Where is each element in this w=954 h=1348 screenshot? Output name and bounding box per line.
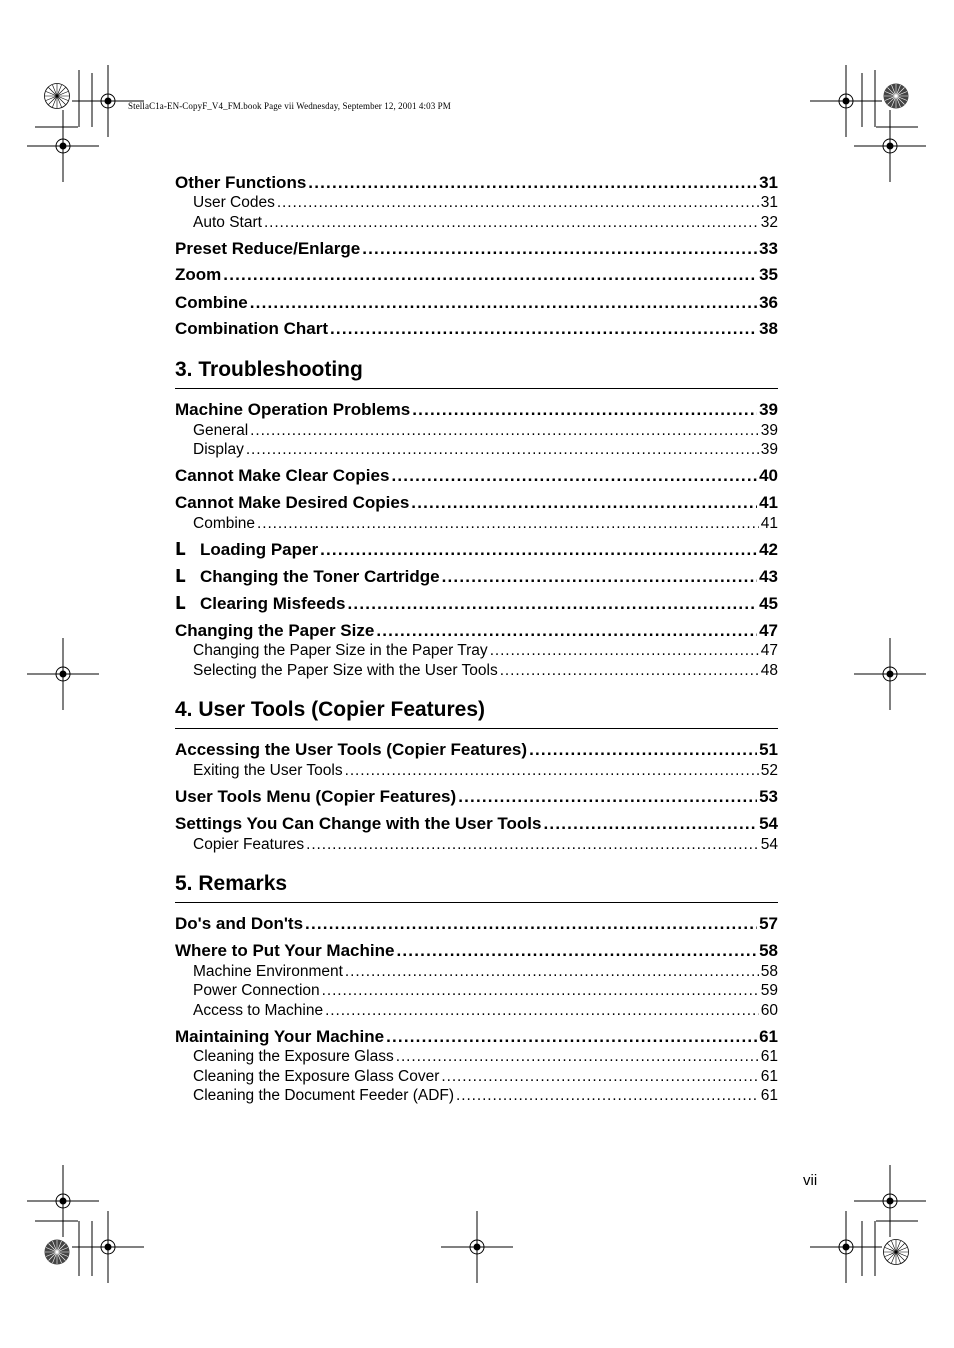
toc-subentry[interactable] — [193, 836, 778, 854]
toc-entry-page: 54 — [760, 836, 778, 853]
toc-entry-label: Combination Chart — [175, 319, 328, 338]
page-number: vii — [803, 1172, 818, 1189]
toc-entry-label: User Tools Menu (Copier Features) — [175, 787, 457, 806]
chapter-heading: 3. Troubleshooting — [175, 358, 778, 389]
toc-subentry[interactable] — [193, 1048, 778, 1066]
toc-subentry[interactable] — [193, 963, 778, 981]
toc-entry[interactable] — [175, 466, 778, 486]
toc-entry-label: Power Connection — [193, 982, 320, 999]
toc-entry-label: Auto Start — [193, 214, 262, 231]
toc-entry-page: 43 — [759, 567, 778, 586]
toc-entry[interactable] — [175, 567, 778, 587]
toc-entry-page: 61 — [760, 1068, 778, 1085]
important-marker-icon: ᒪ — [175, 594, 186, 613]
toc-entry-page: 61 — [760, 1048, 778, 1065]
toc-entry-page: 41 — [759, 493, 778, 512]
toc-subentry[interactable] — [193, 422, 778, 440]
toc-entry-page: 35 — [759, 265, 778, 284]
toc-entry-page: 42 — [759, 540, 778, 559]
toc-entry-label: Changing the Paper Size in the Paper Tray — [193, 642, 488, 659]
toc-entry-label: Machine Environment — [193, 963, 343, 980]
toc-entry-page: 45 — [759, 594, 778, 613]
toc-entry-label: Other Functions — [175, 173, 307, 192]
toc-entry-page: 53 — [759, 787, 778, 806]
toc-entry-label: Changing the Paper Size — [175, 621, 375, 640]
toc-entry-label: General — [193, 422, 249, 439]
toc-entry-page: 61 — [759, 1027, 778, 1046]
toc-entry-label: Clearing Misfeeds — [200, 594, 346, 613]
toc-entry[interactable] — [175, 941, 778, 961]
toc-subentry[interactable] — [193, 982, 778, 1000]
toc-entry-page: 51 — [759, 740, 778, 759]
toc-subentry[interactable] — [193, 194, 778, 212]
toc-entry-label: Cleaning the Exposure Glass Cover — [193, 1068, 440, 1085]
toc-entry[interactable] — [175, 914, 778, 934]
important-marker-icon: ᒪ — [175, 567, 186, 586]
toc-entry-page: 59 — [760, 982, 778, 999]
toc-subentry[interactable] — [193, 1002, 778, 1020]
toc-entry-label: Access to Machine — [193, 1002, 324, 1019]
toc-entry[interactable] — [175, 265, 778, 285]
toc-entry[interactable] — [175, 173, 778, 193]
toc-entry[interactable] — [175, 814, 778, 834]
toc-entry-page: 48 — [760, 662, 778, 679]
toc-subentry[interactable] — [193, 1068, 778, 1086]
toc-entry[interactable] — [175, 787, 778, 807]
toc-entry-label: Cannot Make Clear Copies — [175, 466, 390, 485]
toc-entry-page: 57 — [759, 914, 778, 933]
chapter-heading: 4. User Tools (Copier Features) — [175, 698, 778, 729]
toc-entry[interactable] — [175, 540, 778, 560]
toc-entry-label: User Codes — [193, 194, 275, 211]
toc-entry-label: Cleaning the Document Feeder (ADF) — [193, 1087, 455, 1104]
toc-subentry[interactable] — [193, 515, 778, 533]
toc-entry-page: 31 — [760, 194, 778, 211]
toc-entry-page: 40 — [759, 466, 778, 485]
toc-subentry[interactable] — [193, 441, 778, 459]
toc-entry-label: Copier Features — [193, 836, 305, 853]
toc-entry-label: Cannot Make Desired Copies — [175, 493, 410, 512]
toc-entry-page: 54 — [759, 814, 778, 833]
toc-subentry[interactable] — [193, 642, 778, 660]
toc-entry-page: 52 — [760, 762, 778, 779]
toc-entry-label: Combine — [175, 293, 248, 312]
toc-entry-page: 39 — [760, 441, 778, 458]
toc-entry-page: 38 — [759, 319, 778, 338]
toc-subentry[interactable] — [193, 214, 778, 232]
toc-entry-page: 31 — [759, 173, 778, 192]
toc-entry-page: 33 — [759, 239, 778, 258]
toc-entry-label: Exiting the User Tools — [193, 762, 343, 779]
toc-entry[interactable] — [175, 594, 778, 614]
toc-entry-label: Preset Reduce/Enlarge — [175, 239, 361, 258]
toc-subentry[interactable] — [193, 1087, 778, 1105]
toc-entry[interactable] — [175, 740, 778, 760]
toc-entry-label: Machine Operation Problems — [175, 400, 411, 419]
toc-entry-page: 61 — [760, 1087, 778, 1104]
toc-entry[interactable] — [175, 1027, 778, 1047]
toc-entry-label: Cleaning the Exposure Glass — [193, 1048, 394, 1065]
toc-entry-label: Maintaining Your Machine — [175, 1027, 385, 1046]
chapter-heading: 5. Remarks — [175, 872, 778, 903]
toc-entry[interactable] — [175, 293, 778, 313]
toc-entry-page: 39 — [760, 422, 778, 439]
toc-entry-label: Loading Paper — [200, 540, 319, 559]
toc-entry-label: Accessing the User Tools (Copier Features) — [175, 740, 528, 759]
toc-entry-page: 58 — [759, 941, 778, 960]
toc-entry-page: 47 — [760, 642, 778, 659]
toc-entry-page: 32 — [760, 214, 778, 231]
toc-entry[interactable] — [175, 400, 778, 420]
toc-entry[interactable] — [175, 621, 778, 641]
file-info-header: StellaC1a-EN-CopyF_V4_FM.book Page vii Wednesday, September 12, 2001 4:03 PM — [128, 101, 451, 111]
toc-entry-page: 36 — [759, 293, 778, 312]
toc-entry-label: Do's and Don'ts — [175, 914, 304, 933]
toc-entry-page: 58 — [760, 963, 778, 980]
toc-entry-label: Where to Put Your Machine — [175, 941, 395, 960]
toc-entry-label: Combine — [193, 515, 256, 532]
toc-subentry[interactable] — [193, 662, 778, 680]
toc-entry-page: 41 — [760, 515, 778, 532]
toc-entry-page: 47 — [759, 621, 778, 640]
toc-entry-label: Zoom — [175, 265, 222, 284]
toc-subentry[interactable] — [193, 762, 778, 780]
toc-entry[interactable] — [175, 493, 778, 513]
toc-entry[interactable] — [175, 239, 778, 259]
important-marker-icon: ᒪ — [175, 540, 186, 559]
toc-entry-label: Changing the Toner Cartridge — [200, 567, 440, 586]
toc-entry[interactable] — [175, 319, 778, 339]
toc-entry-label: Display — [193, 441, 244, 458]
toc-entry-label: Selecting the Paper Size with the User Tools — [193, 662, 498, 679]
toc-entry-label: Settings You Can Change with the User Tools — [175, 814, 542, 833]
toc-entry-page: 39 — [759, 400, 778, 419]
toc-entry-page: 60 — [760, 1002, 778, 1019]
